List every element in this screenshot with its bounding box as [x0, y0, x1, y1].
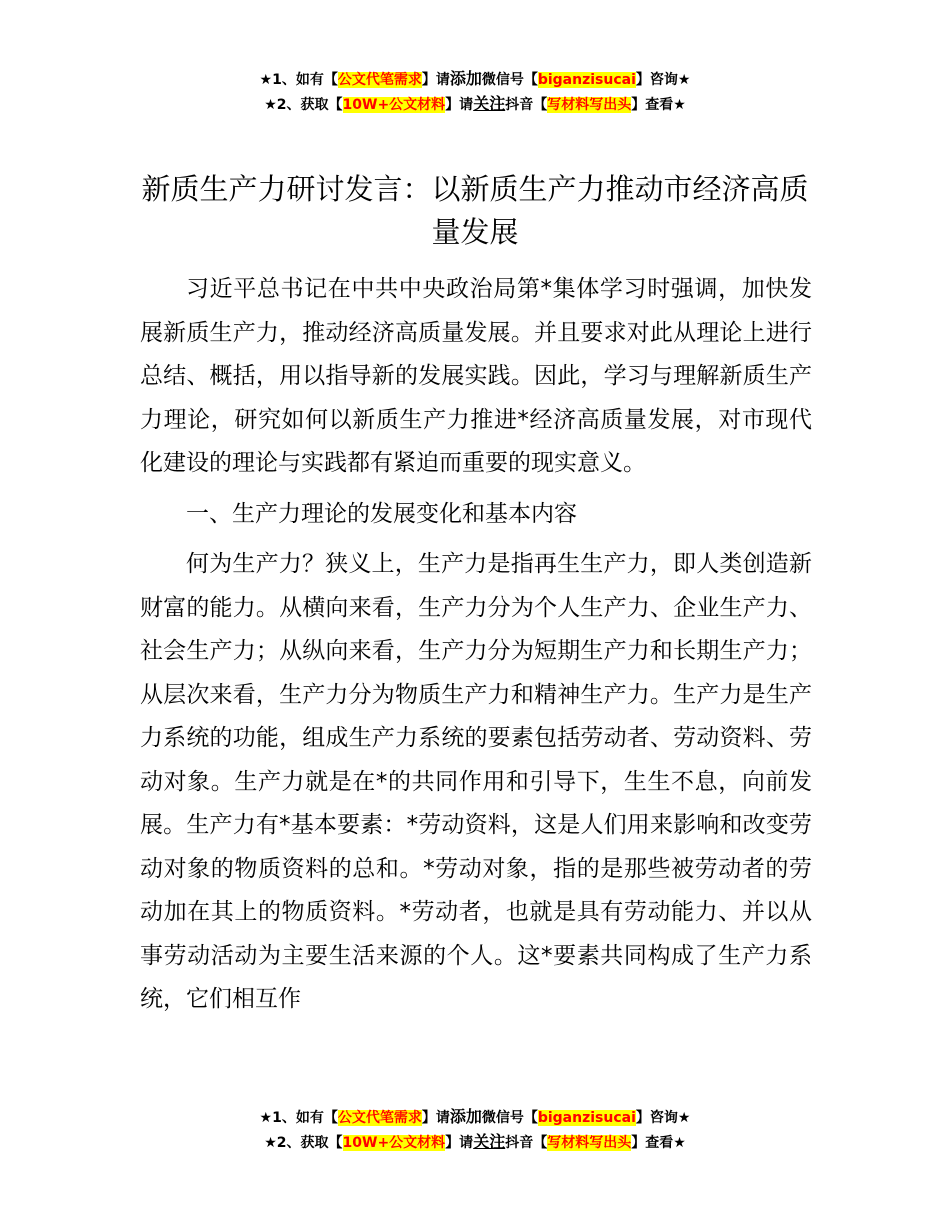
banner-emphasis: 关注	[473, 1132, 506, 1151]
banner-text: 】请	[421, 72, 450, 88]
section-heading: 一、生产力理论的发展变化和基本内容	[186, 500, 577, 527]
banner-emphasis: 添加	[449, 69, 482, 88]
banner-line-1	[0, 67, 950, 92]
banner-text: 】请	[445, 97, 474, 113]
banner-text: 微信号【	[481, 72, 538, 88]
paragraph-intro: 习近平总书记在中共中央政治局第*集体学习时强调，加快发展新质生产力，推动经济高质量发展。并且要求对此从理论上进行总结、概括，用以指导新的发展实践。因此，学习与理解新质生产力理论，研究如何以新质生产力推进*经济高质量发展，对市现代化建设的理论与实践都有紧迫而重要的现实意义。	[140, 276, 812, 476]
banner-line-2	[0, 1130, 950, 1155]
header-banner	[0, 67, 950, 117]
banner-text: 】查看★	[631, 1135, 686, 1151]
footer-banner	[0, 1105, 950, 1155]
banner-line-2	[0, 92, 950, 117]
banner-emphasis: 关注	[473, 94, 506, 113]
banner-emphasis: 添加	[449, 1107, 482, 1126]
document-title: 新质生产力研讨发言：以新质生产力推动市经济高质量发展	[141, 172, 809, 249]
paragraph-productivity: 何为生产力？狭义上，生产力是指再生生产力，即人类创造新财富的能力。从横向来看，生产力分为个人生产力、企业生产力、社会生产力；从纵向来看，生产力分为短期生产力和长期生产力；从层次来看，生产力分为物质生产力和精神生产力。生产力是生产力系统的功能，组成生产力系统的要素包括劳动者、劳动资料、劳动对象。生产力就是在*的共同作用和引导下，生生不息，向前发展。生产力有*基本要素：*劳动资料，这是人们用来影响和改变劳动对象的物质资料的总和。*劳动对象，指的是那些被劳动者的劳动加在其上的物质资料。*劳动者，也就是具有劳动能力、并以从事劳动活动为主要生活来源的个人。这*要素共同构成了生产力系统，它们相互作	[140, 551, 812, 1012]
banner-text: ★1、如有【	[259, 1110, 338, 1126]
document-body	[140, 268, 812, 1022]
banner-text: ★2、获取【	[264, 1135, 343, 1151]
banner-highlight: 10W+公文材料	[342, 97, 446, 113]
banner-line-1	[0, 1105, 950, 1130]
banner-text: 】查看★	[631, 97, 686, 113]
banner-highlight: 写材料写出头	[547, 97, 632, 113]
banner-highlight: 公文代笔需求	[337, 72, 422, 88]
banner-highlight: 10W+公文材料	[342, 1135, 446, 1151]
banner-text: 抖音【	[505, 97, 548, 113]
banner-highlight: 公文代笔需求	[337, 1110, 422, 1126]
banner-text: 】请	[421, 1110, 450, 1126]
banner-text: 抖音【	[505, 1135, 548, 1151]
banner-text: 】咨询★	[635, 72, 691, 88]
banner-text: ★2、获取【	[264, 97, 343, 113]
banner-text: 微信号【	[481, 1110, 538, 1126]
banner-highlight: biganzisucai	[537, 72, 636, 88]
banner-text: 】咨询★	[635, 1110, 691, 1126]
banner-highlight: 写材料写出头	[547, 1135, 632, 1151]
banner-text: 】请	[445, 1135, 474, 1151]
banner-highlight: biganzisucai	[537, 1110, 636, 1126]
banner-text: ★1、如有【	[259, 72, 338, 88]
